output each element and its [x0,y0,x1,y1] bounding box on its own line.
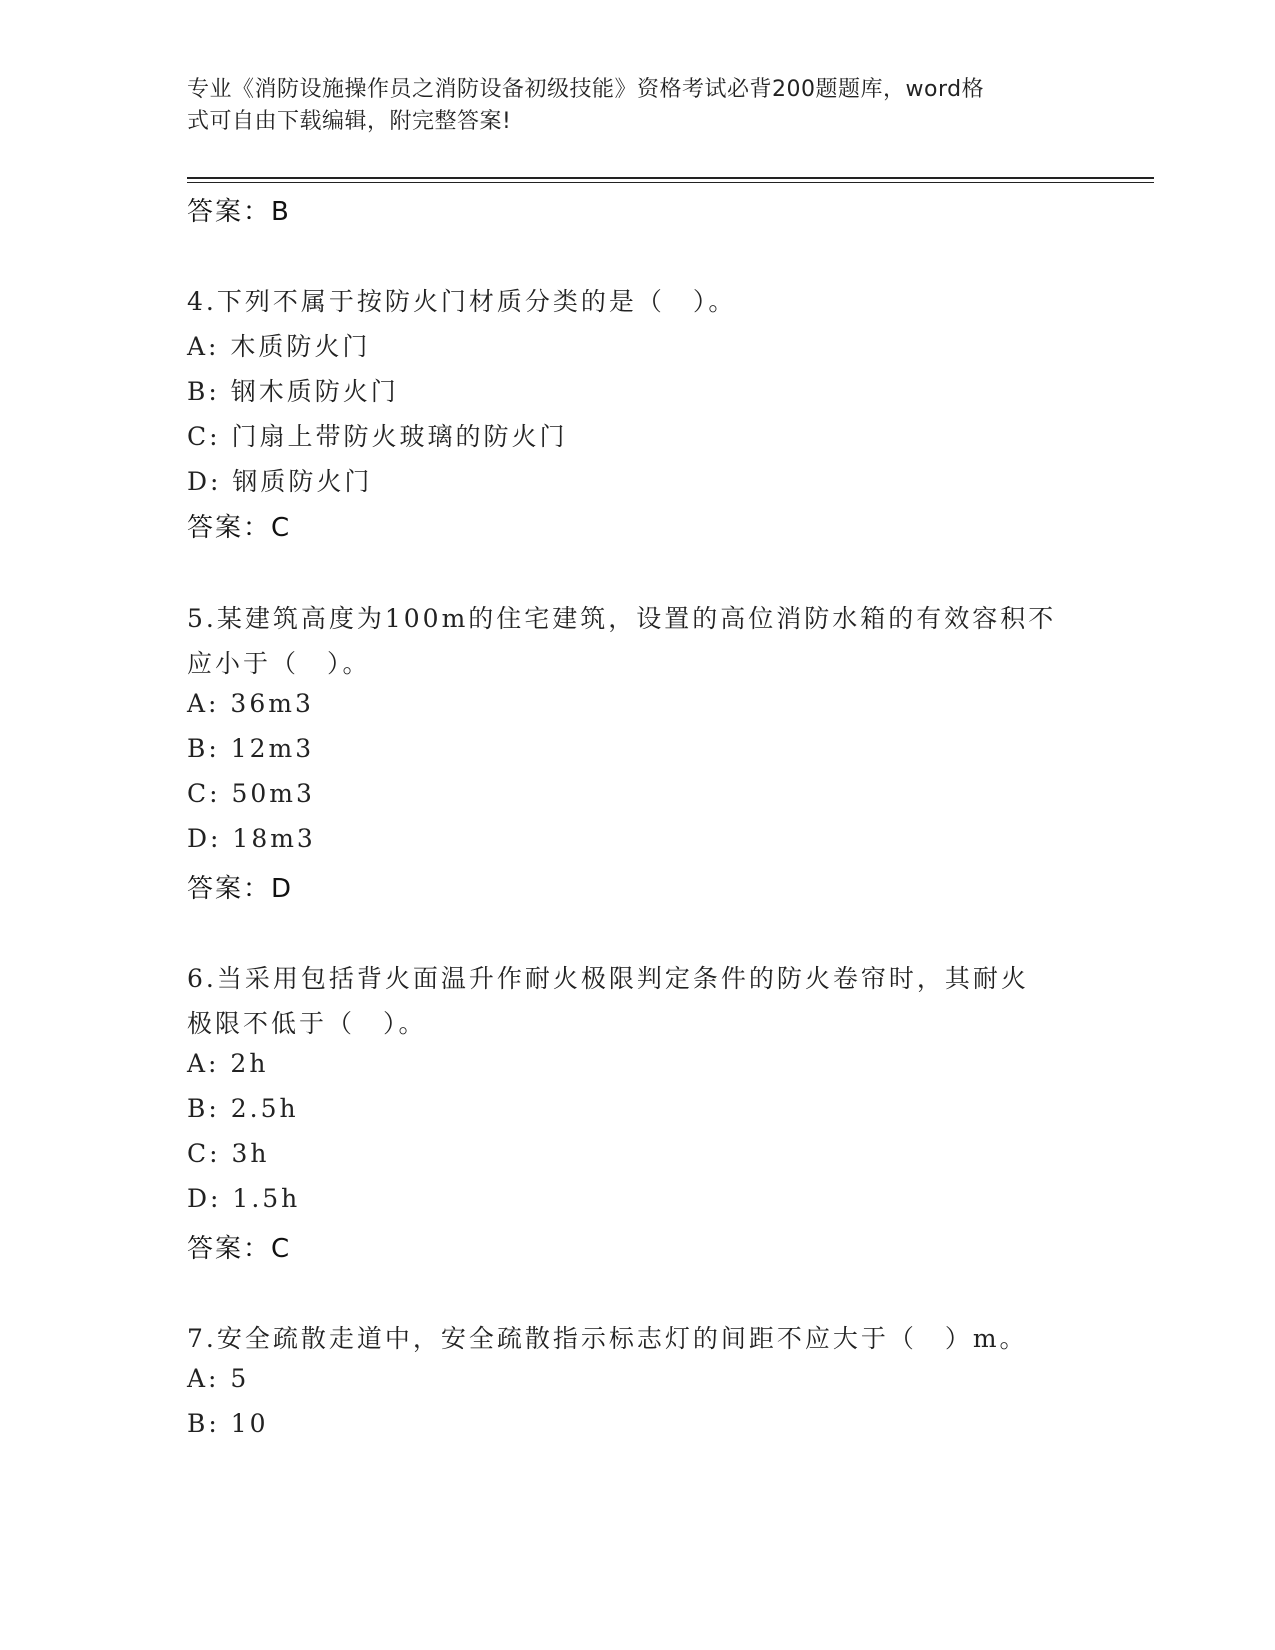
header-line-1: 专业《消防设施操作员之消防设备初级技能》资格考试必背200题题库，word格 [187,77,985,102]
question-6-stem-line-1: 6.当采用包括背火面温升作耐火极限判定条件的防火卷帘时，其耐火 [187,964,1029,993]
question-6-stem-line-2: 极限不低于（ ）。 [187,1009,427,1038]
question-6-answer: 答案：C [187,1234,292,1264]
answer-previous: 答案：B [187,197,291,227]
question-4-stem: 4.下列不属于按防火门材质分类的是（ ）。 [187,287,737,316]
question-5-option-c: C: 50m3 [187,779,315,808]
question-7-stem: 7.安全疏散走道中，安全疏散指示标志灯的间距不应大于（ ）m。 [187,1324,1028,1353]
question-7-option-a: A: 5 [187,1364,250,1393]
question-5-stem-line-2: 应小于（ ）。 [187,649,371,678]
header-divider-thin [187,182,1154,183]
question-5-stem-line-1: 5.某建筑高度为100m的住宅建筑，设置的高位消防水箱的有效容积不 [187,604,1057,633]
question-6-option-c: C: 3h [187,1139,270,1168]
document-header [187,74,1067,138]
header-line-2: 式可自由下载编辑，附完整答案! [187,109,512,134]
question-7-option-b: B: 10 [187,1409,269,1438]
question-6-option-b: B: 2.5h [187,1094,299,1123]
question-4-option-a: A: 木质防火门 [187,332,371,361]
question-4-option-b: B: 钢木质防火门 [187,377,399,406]
question-5-option-a: A: 36m3 [187,689,314,718]
question-4-option-d: D: 钢质防火门 [187,467,373,496]
question-6-option-a: A: 2h [187,1049,269,1078]
question-5-option-d: D: 18m3 [187,824,316,853]
question-6-option-d: D: 1.5h [187,1184,301,1213]
question-4-option-c: C: 门扇上带防火玻璃的防火门 [187,422,568,451]
question-5-answer: 答案：D [187,874,294,904]
question-4-answer: 答案：C [187,513,292,543]
question-5-option-b: B: 12m3 [187,734,315,763]
header-divider-thick [187,177,1154,179]
